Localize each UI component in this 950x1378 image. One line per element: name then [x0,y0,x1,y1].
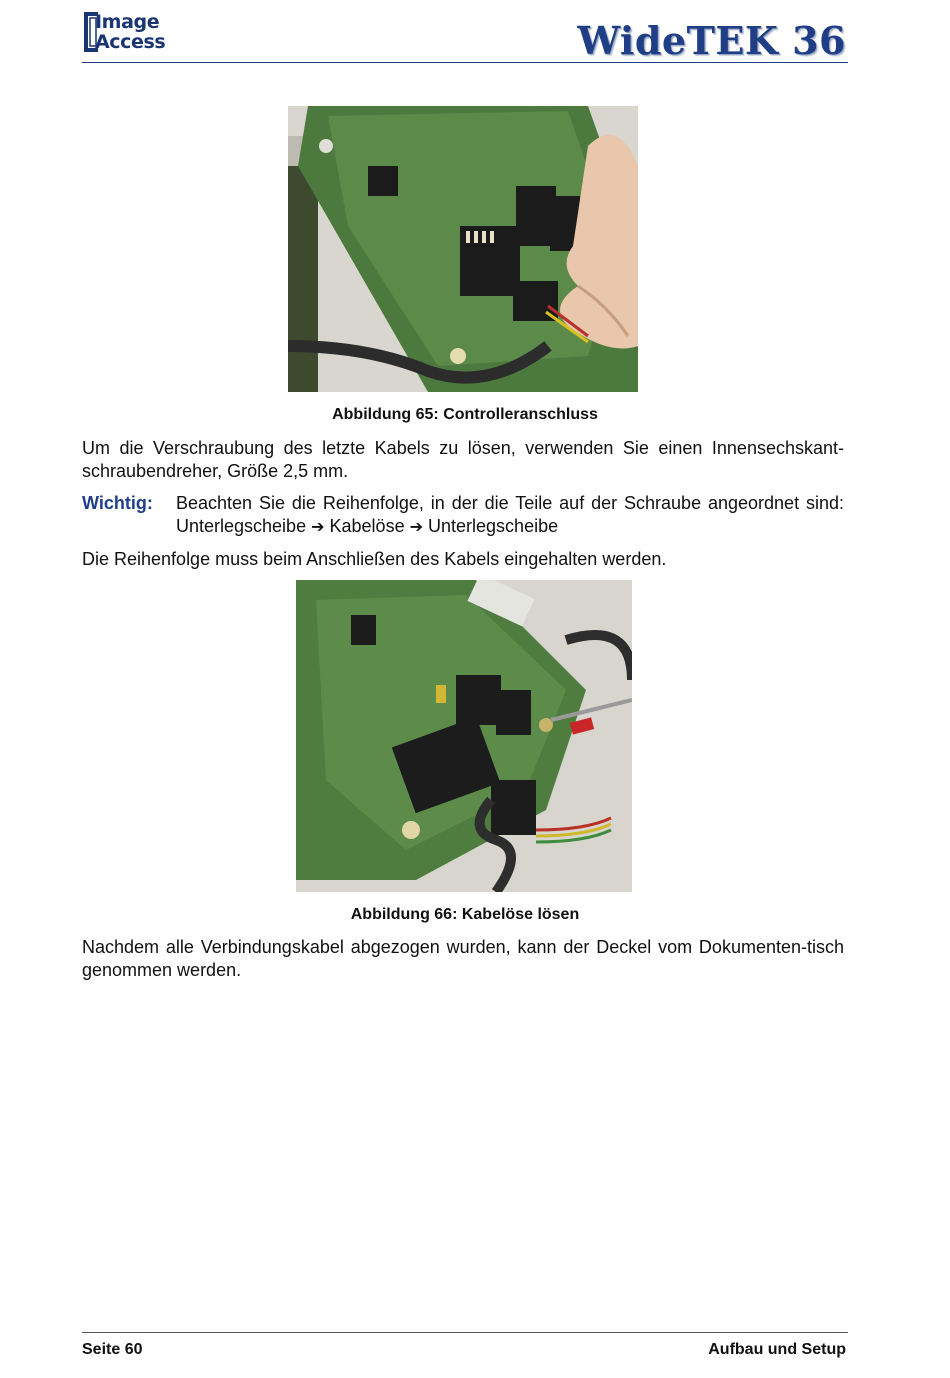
figure-66-caption: Abbildung 66: Kabelöse lösen [350,906,580,923]
figure-66-photo [296,580,632,892]
page-header [82,8,848,63]
page-footer [82,1332,848,1363]
product-brand-title: WideTEK 36 [577,18,846,63]
image-access-logo [82,10,192,60]
note-text [176,492,844,538]
right-arrow-icon: ➔ [409,517,423,536]
note-label: Wichtig: [82,493,153,513]
paragraph-remove-cover: Nachdem alle Verbindungskabel abgezogen wurden, kann der Deckel vom Dokumenten-tisch genommen werden. [82,937,844,980]
figure-65-caption: Abbildung 65: Controlleranschluss [332,406,598,423]
right-arrow-icon: ➔ [311,517,325,536]
paragraph-order: Die Reihenfolge muss beim Anschließen des Kabels eingehalten werden. [82,549,667,569]
paragraph-instruction: Um die Verschraubung des letzte Kabels zu lösen, verwenden Sie einen Innensechskant-schraubendreher, Größe 2,5 mm. [82,438,844,481]
important-note [82,492,844,540]
section-title: Aufbau und Setup [708,1341,846,1358]
note-item-cable-lug: Kabelöse [329,516,405,536]
note-item-washer-2: Unterlegscheibe [428,516,559,536]
note-text-line1: Beachten Sie die Reihenfolge, in der die Teile auf der Schraube angeordnet sind: [176,493,844,513]
figure-65-photo [288,106,638,392]
note-item-washer-1: Unterlegscheibe [176,516,307,536]
logo-line-2: Access [95,31,166,53]
page-number: Seite 60 [82,1341,143,1358]
logo-line-1: Image [95,11,160,33]
